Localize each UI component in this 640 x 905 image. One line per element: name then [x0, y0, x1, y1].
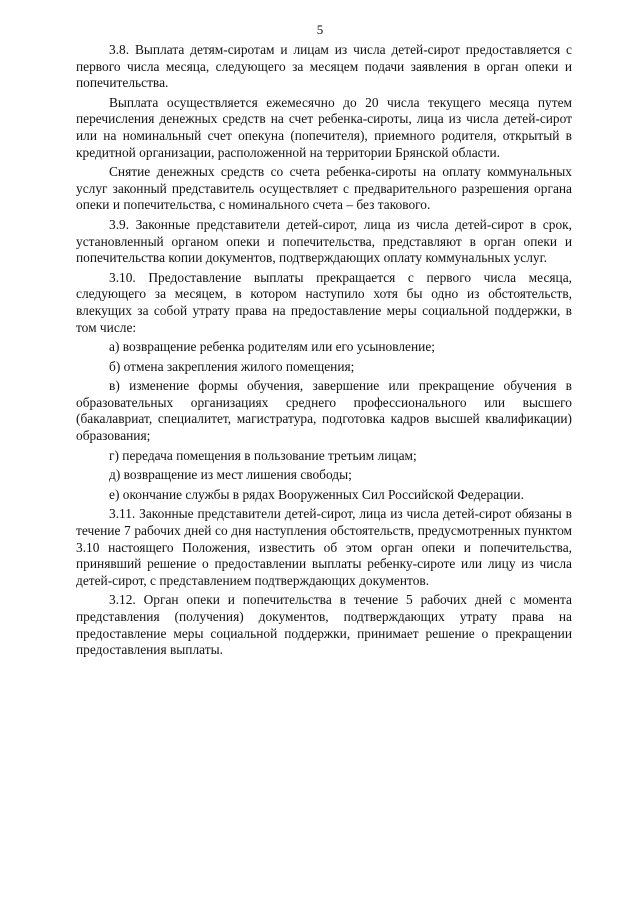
paragraph-3-10: 3.10. Предоставление выплаты прекращается с первого числа месяца, следующего за месяцем, в котором наступило хотя бы одно из обстоятельств, влекущих за собой утрату права на предоставление меры социальной поддержки, в том числе:: [76, 269, 572, 335]
paragraph-3-8: 3.8. Выплата детям-сиротам и лицам из числа детей-сирот предоставляется с первого числа месяца, следующего за месяцем подачи заявления в орган опеки и попечительства.: [76, 42, 572, 91]
paragraph-withdrawal: Снятие денежных средств со счета ребенка-сироты на оплату коммунальных услуг законный представитель осуществляет с предварительного разрешения органа опеки и попечительства, с номинального счета – без такового.: [76, 164, 572, 213]
list-item-e: е) окончание службы в рядах Вооруженных Сил Российской Федерации.: [109, 486, 524, 502]
list-item-g: г) передача помещения в пользование третьим лицам;: [109, 447, 417, 463]
paragraph-3-9: 3.9. Законные представители детей-сирот, лица из числа детей-сирот в срок, установленный органом опеки и попечительства, представляют в орган опеки и попечительства копии документов, подтверждающих оплату коммунальных услуг.: [76, 216, 572, 266]
list-item-a: а) возвращение ребенка родителям или его усыновление;: [109, 339, 435, 355]
paragraph-3-12: 3.12. Орган опеки и попечительства в течение 5 рабочих дней с момента представления (получения) документов, подтверждающих утрату права на предоставление меры социальной поддержки, принимает решение о прекращении предоставления выплаты.: [76, 592, 572, 658]
paragraph-payment-terms: Выплата осуществляется ежемесячно до 20 числа текущего месяца путем перечисления денежных средств на счет ребенка-сироты, лица из числа детей-сирот или на номинальный счет опекуна (попечителя), приемного родителя, открытый в кредитной организации, расположенной на территории Брянской области.: [76, 94, 572, 160]
page-number: 5: [316, 22, 324, 37]
list-item-d: д) возвращение из мест лишения свободы;: [109, 467, 352, 483]
paragraph-3-11: 3.11. Законные представители детей-сирот, лица из числа детей-сирот обязаны в течение 7 рабочих дней со дня наступления обстоятельств, предусмотренных пунктом 3.10 настоящего Положения, известить об этом орган опеки и попечительства, принявший решение о предоставлении выплаты ребенку-сироте или лицу из числа детей-сирот, с представлением подтверждающих документов.: [76, 506, 572, 588]
list-item-b: б) отмена закрепления жилого помещения;: [109, 358, 355, 374]
list-item-v: в) изменение формы обучения, завершение или прекращение обучения в образовательных организациях среднего профессионального или высшего (бакалавриат, специалитет, магистратура, подготовка кадров высшей квалификации) образования;: [76, 378, 572, 444]
document-body: [76, 42, 572, 659]
